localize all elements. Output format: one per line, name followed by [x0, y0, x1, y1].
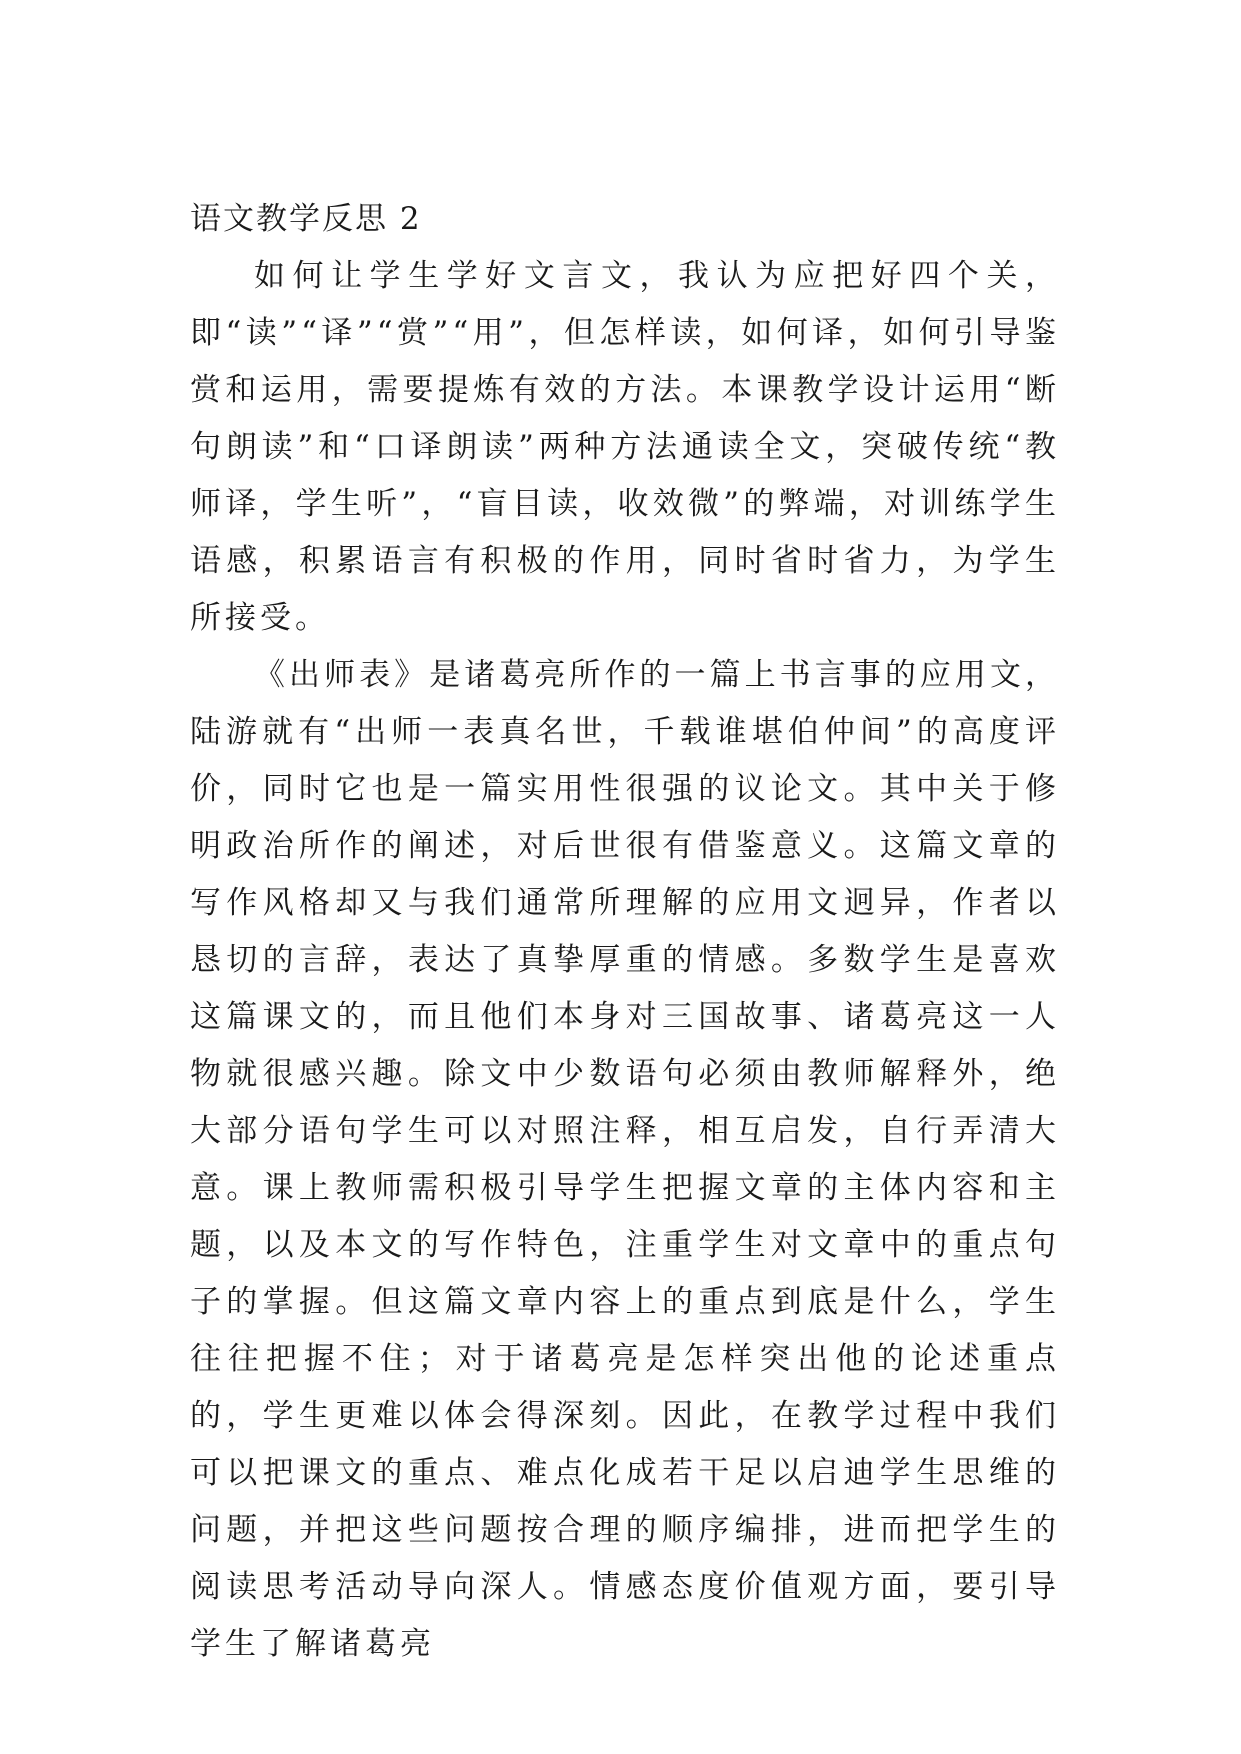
document-body — [190, 190, 1060, 1673]
paragraph-1: 如何让学生学好文言文，我认为应把好四个关，即“读”“译”“赏”“用”，但怎样读，如何译，如何引导鉴赏和运用，需要提炼有效的方法。本课教学设计运用“断句朗读”和“口译朗读”两种方法通读全文，突破传统“教师译，学生听”，“盲目读，收效微”的弊端，对训练学生语感，积累语言有积极的作用，同时省时省力，为学生所接受。 — [190, 258, 1060, 636]
paragraph-2: 《出师表》是诸葛亮所作的一篇上书言事的应用文，陆游就有“出师一表真名世，千载谁堪伯仲间”的高度评价，同时它也是一篇实用性很强的议论文。其中关于修明政治所作的阐述，对后世很有借鉴意义。这篇文章的写作风格却又与我们通常所理解的应用文迥异，作者以恳切的言辞，表达了真挚厚重的情感。多数学生是喜欢这篇课文的，而且他们本身对三国故事、诸葛亮这一人物就很感兴趣。除文中少数语句必须由教师解释外，绝大部分语句学生可以对照注释，相互启发，自行弄清大意。课上教师需积极引导学生把握文章的主体内容和主题，以及本文的写作特色，注重学生对文章中的重点句子的掌握。但这篇文章内容上的重点到底是什么，学生往往把握不住；对于诸葛亮是怎样突出他的论述重点的，学生更难以体会得深刻。因此，在教学过程中我们可以把课文的重点、难点化成若干足以启迪学生思维的问题，并把这些问题按合理的顺序编排，进而把学生的阅读思考活动导向深人。情感态度价值观方面，要引导学生了解诸葛亮 — [190, 657, 1060, 1662]
document-title: 语文教学反思 2 — [190, 201, 422, 237]
